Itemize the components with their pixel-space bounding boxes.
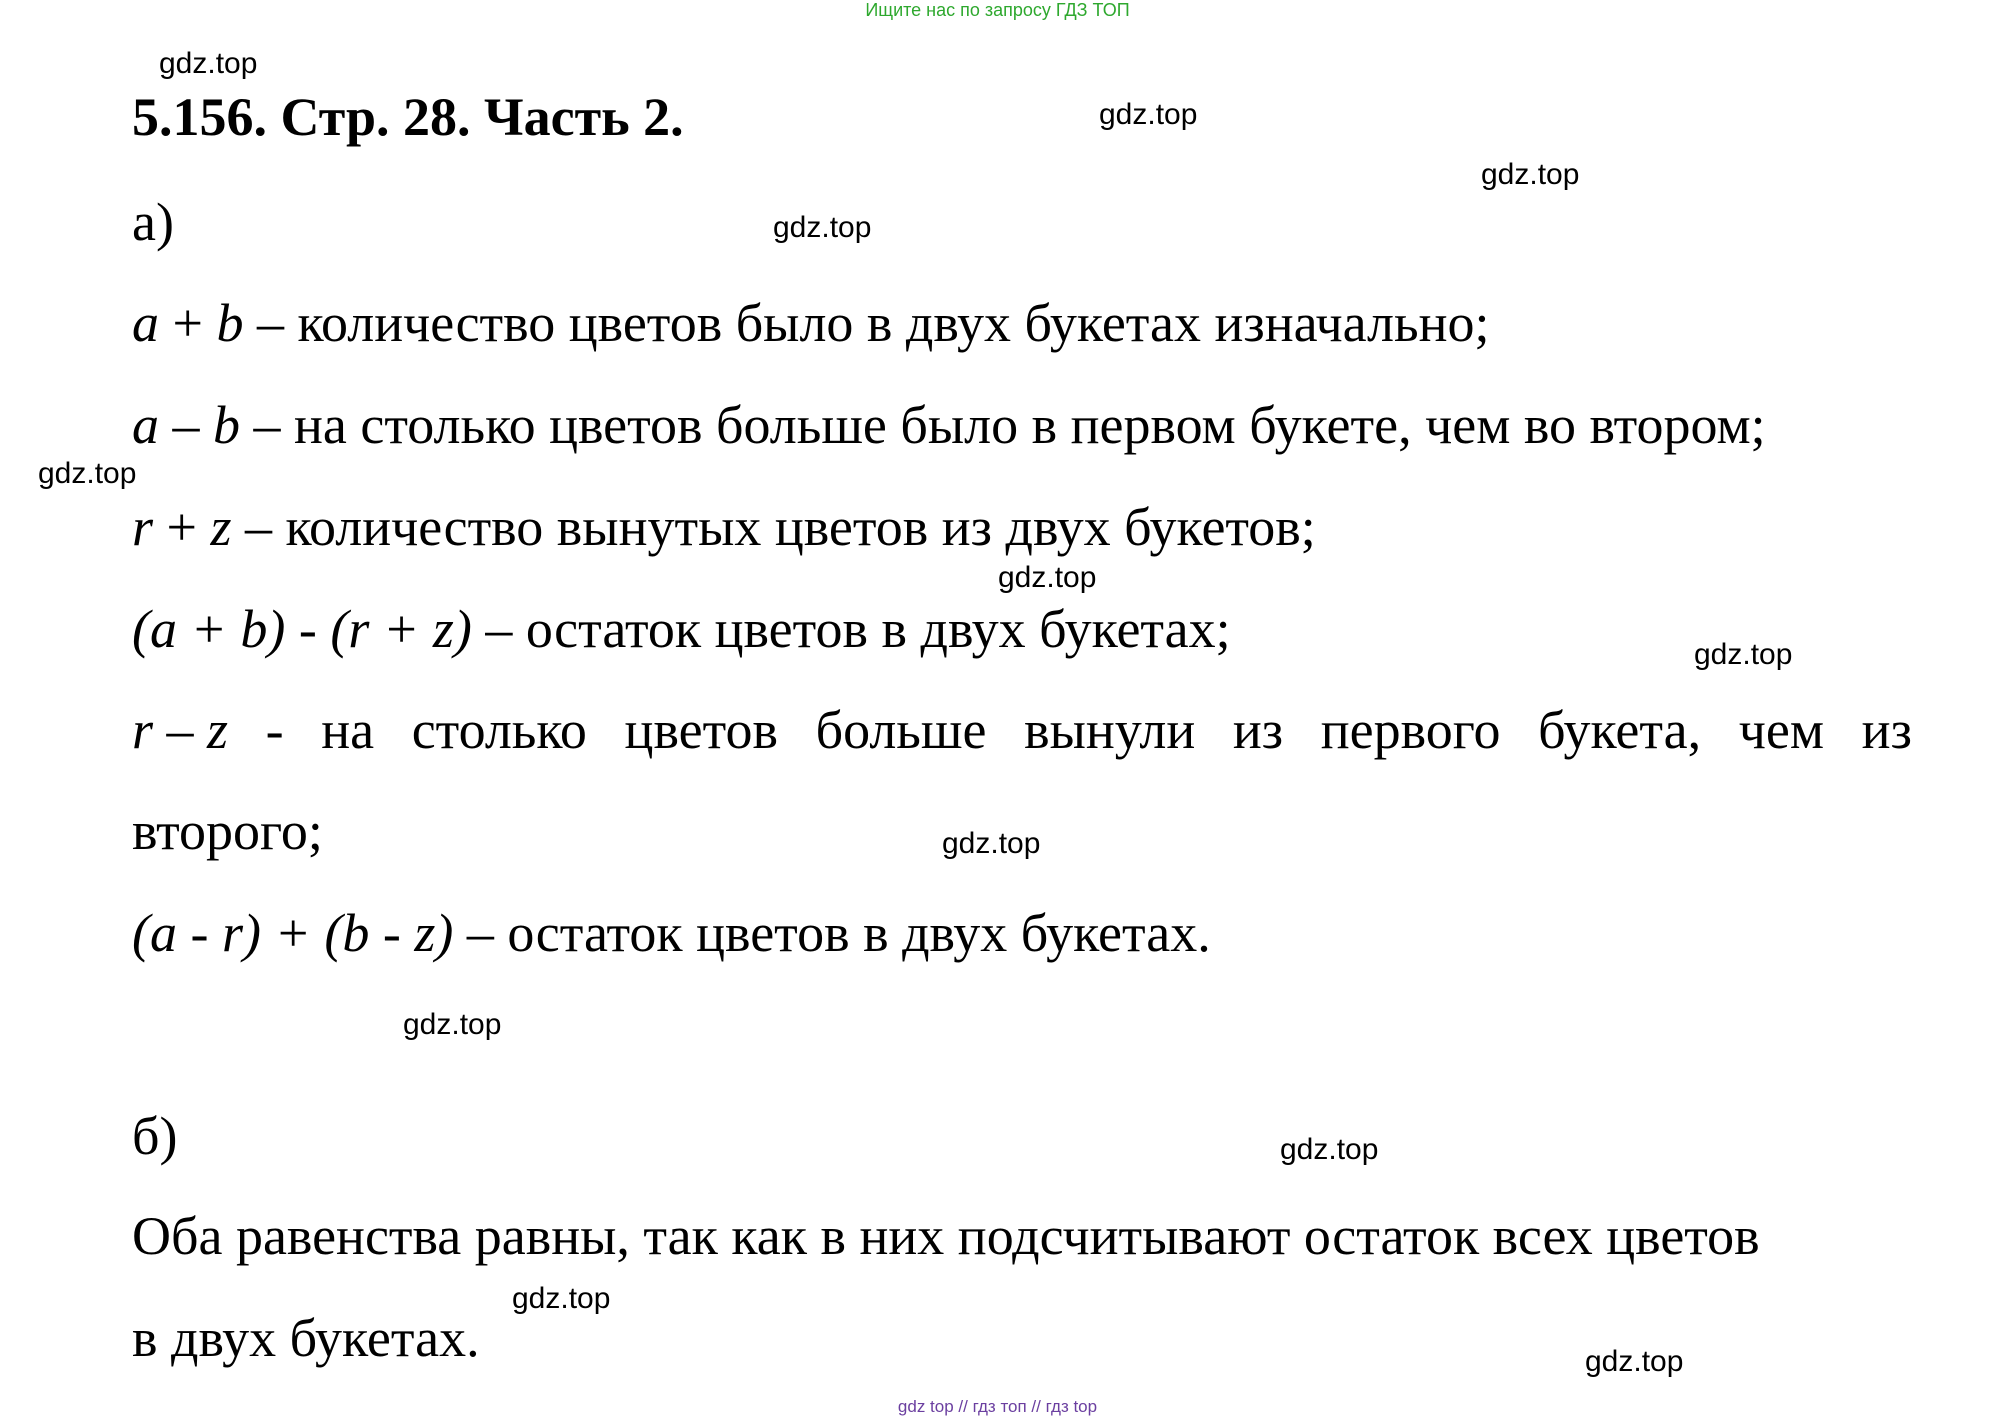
watermark: gdz.top bbox=[942, 827, 1041, 860]
word: чем bbox=[1738, 700, 1825, 760]
line-a3 bbox=[132, 497, 1316, 557]
math-var: b bbox=[216, 293, 244, 353]
line-text: – количество цветов было в двух букетах изначально; bbox=[243, 293, 1490, 353]
line-text: – количество вынутых цветов из двух букетов; bbox=[231, 497, 1316, 557]
math-var: a bbox=[132, 293, 159, 353]
math-var: r bbox=[132, 700, 154, 760]
top-banner: Ищите нас по запросу ГДЗ ТОП bbox=[865, 0, 1130, 20]
watermark: gdz.top bbox=[159, 47, 258, 80]
word: из bbox=[1861, 700, 1912, 760]
math-op: + bbox=[159, 293, 217, 353]
line-b1: Оба равенства равны, так как в них подсчитывают остаток всех цветов bbox=[132, 1206, 1760, 1266]
math-var: r bbox=[132, 497, 154, 557]
part-b-label: б) bbox=[132, 1106, 178, 1166]
line-a1 bbox=[132, 293, 1490, 353]
word: из bbox=[1232, 700, 1284, 760]
watermark: gdz.top bbox=[1481, 158, 1580, 191]
math-var: b bbox=[213, 395, 240, 455]
word: столько bbox=[411, 700, 587, 760]
math-var: z bbox=[207, 700, 229, 760]
line-a5 bbox=[132, 700, 1912, 760]
word: букета, bbox=[1538, 700, 1702, 760]
word: больше bbox=[815, 700, 987, 760]
math-op: – bbox=[153, 700, 208, 760]
math-var: a bbox=[132, 395, 159, 455]
page-title: 5.156. Стр. 28. Часть 2. bbox=[132, 87, 684, 147]
word: цветов bbox=[624, 700, 778, 760]
word: на bbox=[321, 700, 375, 760]
line-text: – остаток цветов в двух букетах; bbox=[471, 599, 1231, 659]
bottom-banner: gdz top // гдз топ // гдз top bbox=[897, 1397, 1098, 1416]
math-var: z bbox=[210, 497, 232, 557]
part-a-label: а) bbox=[132, 192, 174, 252]
watermark: gdz.top bbox=[1280, 1133, 1379, 1166]
watermark: gdz.top bbox=[512, 1282, 611, 1315]
watermark: gdz.top bbox=[773, 211, 872, 244]
line-a4 bbox=[132, 599, 1231, 659]
line-a2 bbox=[132, 395, 1766, 455]
word: - bbox=[265, 700, 284, 760]
math-expr: (a + b) - (r + z) bbox=[132, 599, 472, 659]
watermark: gdz.top bbox=[1694, 638, 1793, 671]
line-text: – на столько цветов больше было в первом букете, чем во втором; bbox=[240, 395, 1766, 455]
line-a6 bbox=[132, 903, 1211, 963]
watermark: gdz.top bbox=[998, 561, 1097, 594]
watermark: gdz.top bbox=[1585, 1345, 1684, 1378]
math-op: + bbox=[153, 497, 211, 557]
watermark: gdz.top bbox=[1099, 98, 1198, 131]
line-b2: в двух букетах. bbox=[132, 1308, 480, 1368]
math-op: – bbox=[159, 395, 213, 455]
word: вынули bbox=[1024, 700, 1196, 760]
math-expr: (a - r) + (b - z) bbox=[132, 903, 454, 963]
watermark: gdz.top bbox=[403, 1008, 502, 1041]
line-text: – остаток цветов в двух букетах. bbox=[453, 903, 1211, 963]
watermark: gdz.top bbox=[38, 457, 137, 490]
word: первого bbox=[1320, 700, 1501, 760]
line-a5-continuation: второго; bbox=[132, 801, 323, 861]
